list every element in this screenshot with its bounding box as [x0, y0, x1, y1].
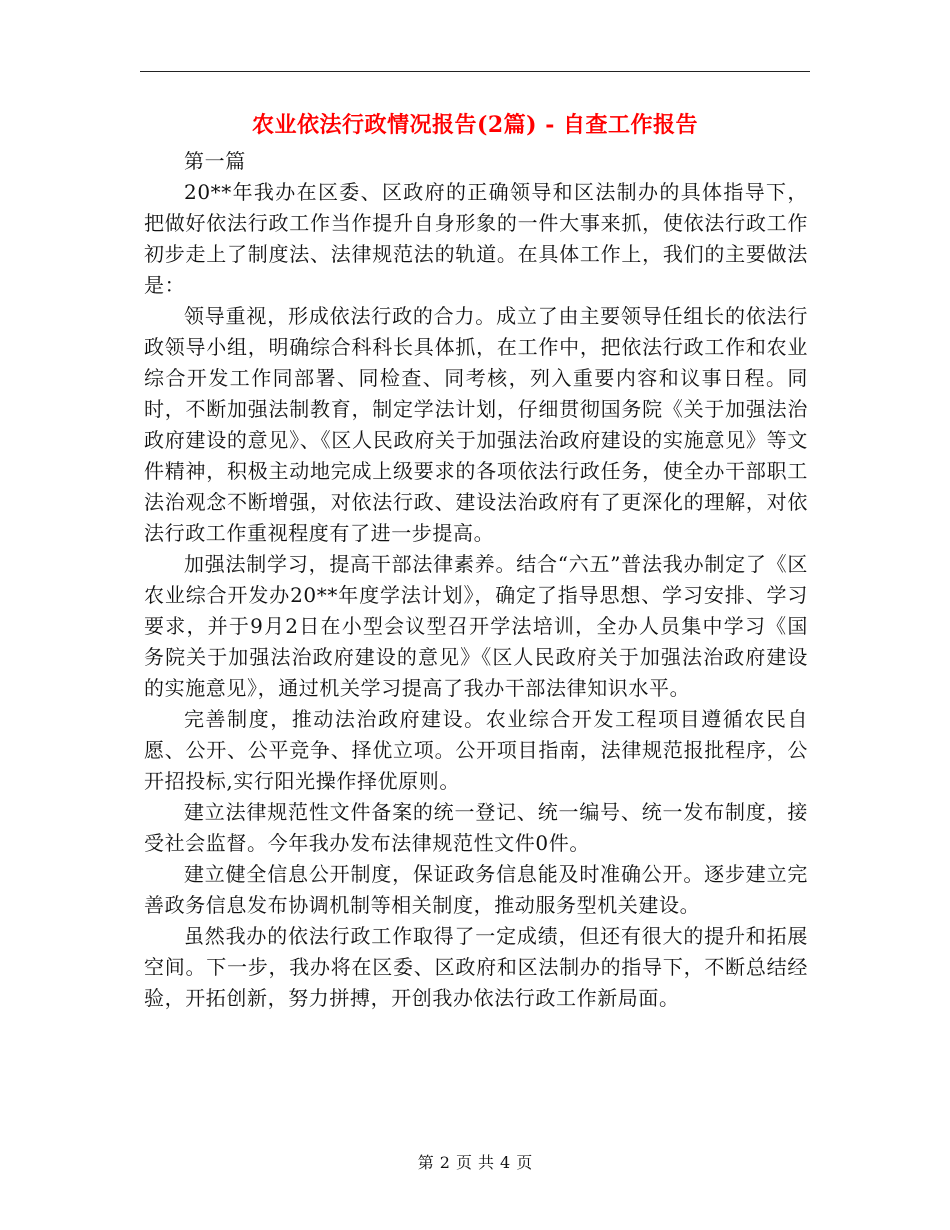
- document-title: 农业依法行政情况报告(2篇) - 自查工作报告: [251, 112, 699, 138]
- paragraph: 20**年我办在区委、区政府的正确领导和区法制办的具体指导下，把做好依法行政工作当作提升自身形象的一件大事来抓，使依法行政工作初步走上了制度法、法律规范法的轨道。在具体工作上，我们的主要做法是：: [144, 180, 808, 297]
- header-rule: [140, 71, 810, 72]
- document-body: [144, 146, 808, 1014]
- page-footer: [0, 1152, 950, 1174]
- paragraph: 建立健全信息公开制度，保证政务信息能及时准确公开。逐步建立完善政务信息发布协调机制等相关制度，推动服务型机关建设。: [144, 862, 808, 917]
- paragraph: 领导重视，形成依法行政的合力。成立了由主要领导任组长的依法行政领导小组，明确综合科科长具体抓，在工作中，把依法行政工作和农业综合开发工作同部署、同检查、同考核，列入重要内容和议事日程。同时，不断加强法制教育，制定学法计划，仔细贯彻国务院《关于加强法治政府建设的意见》、《区人民政府关于加强法治政府建设的实施意见》等文件精神，积极主动地完成上级要求的各项依法行政任务，使全办干部职工法治观念不断增强，对依法行政、建设法治政府有了更深化的理解，对依法行政工作重视程度有了进一步提高。: [144, 304, 808, 545]
- footer-page-word: 页: [455, 1153, 472, 1172]
- section-heading: 第一篇: [184, 149, 246, 173]
- footer-total-prefix: 共: [478, 1153, 495, 1172]
- footer-current-page: 2: [439, 1153, 450, 1172]
- paragraph: 加强法制学习，提高干部法律素养。结合“六五”普法我办制定了《区农业综合开发办20**年度学法计划》，确定了指导思想、学习安排、学习要求，并于9月2日在小型会议型召开学法培训，全办人员集中学习《国务院关于加强法治政府建设的意见》《区人民政府关于加强法治政府建设的实施意见》，通过机关学习提高了我办干部法律知识水平。: [144, 552, 808, 700]
- footer-prefix: 第: [417, 1153, 434, 1172]
- footer-suffix: 页: [516, 1153, 533, 1172]
- paragraph: 建立法律规范性文件备案的统一登记、统一编号、统一发布制度，接受社会监督。今年我办发布法律规范性文件0件。: [144, 800, 808, 855]
- footer-total-pages: 4: [500, 1153, 511, 1172]
- paragraph: 虽然我办的依法行政工作取得了一定成绩，但还有很大的提升和拓展空间。下一步，我办将在区委、区政府和区法制办的指导下，不断总结经验，开拓创新，努力拼搏，开创我办依法行政工作新局面。: [144, 924, 808, 1010]
- paragraph: 完善制度，推动法治政府建设。农业综合开发工程项目遵循农民自愿、公开、公平竞争、择优立项。公开项目指南，法律规范报批程序，公开招投标,实行阳光操作择优原则。: [144, 707, 808, 793]
